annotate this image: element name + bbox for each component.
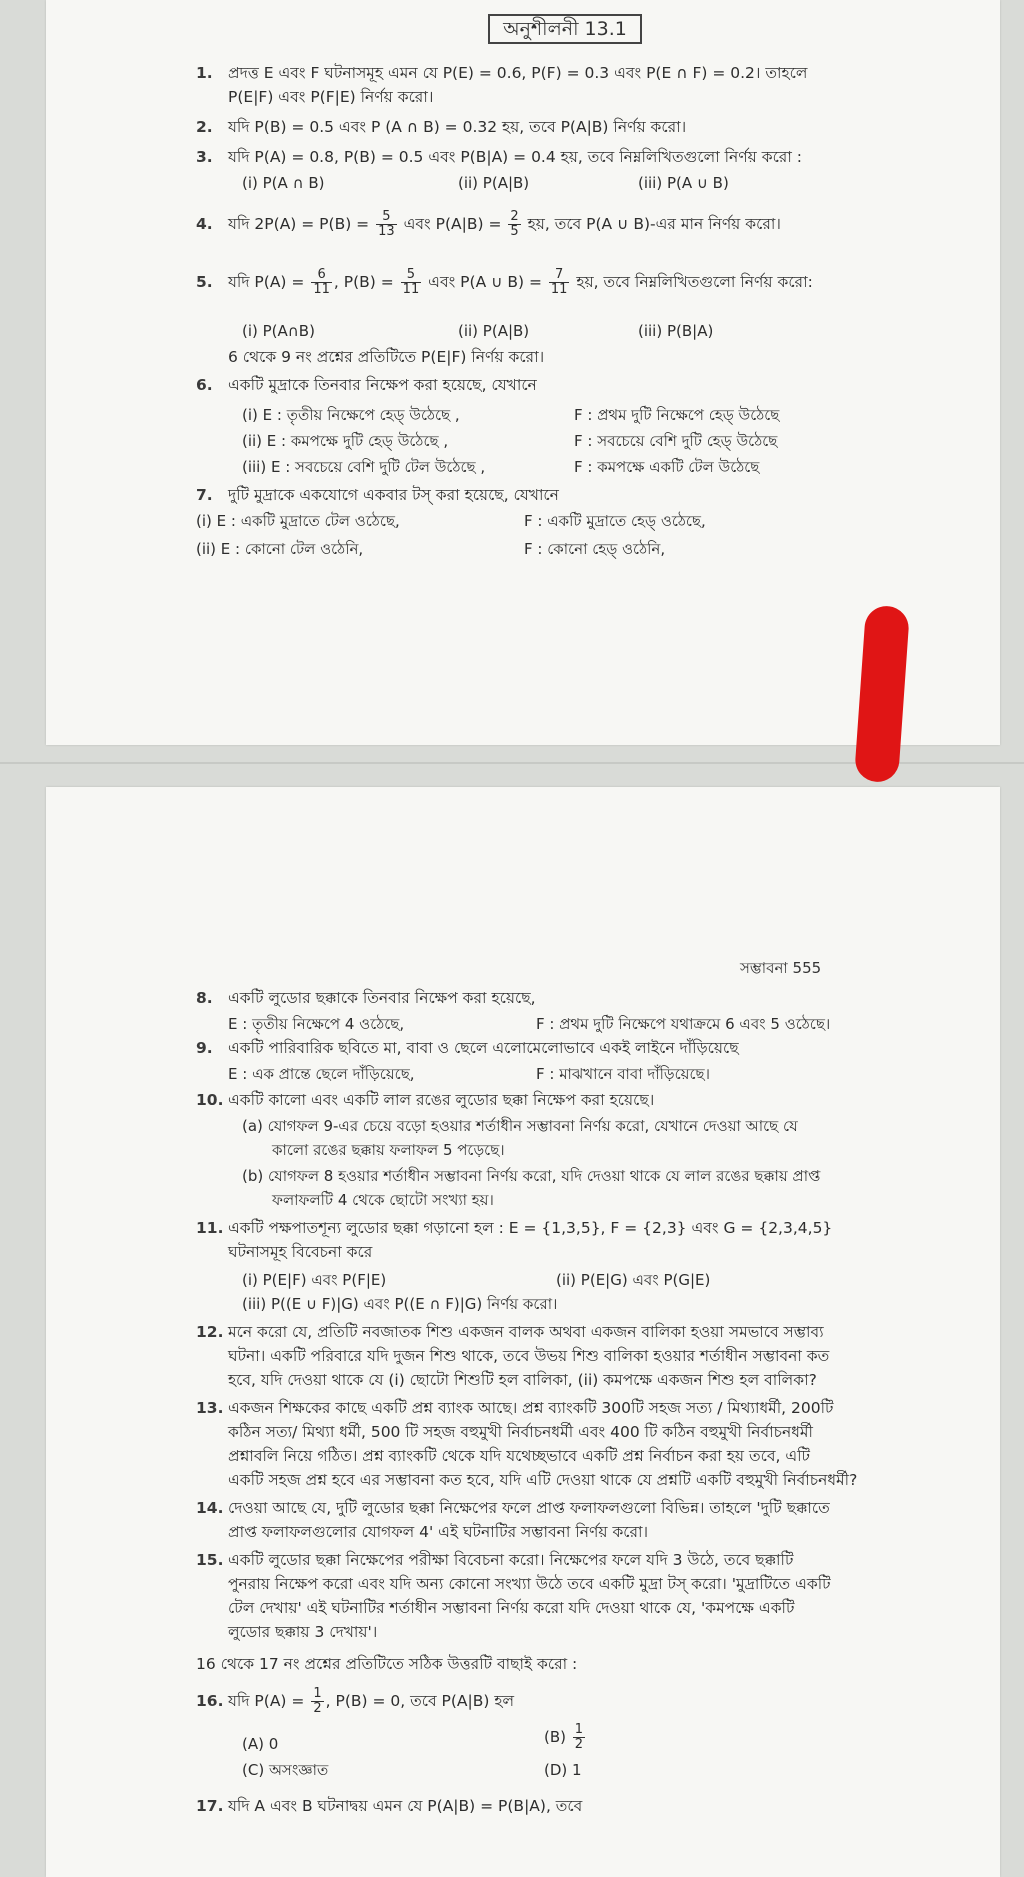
q6-f-3: F : কমপক্ষে একটি টেল উঠেছে [574,458,760,476]
question-14-line: প্রাপ্ত ফলাফলগুলোর যোগফল 4' এই ঘটনাটির সম্ভাবনা নির্ণয় করো। [228,1523,649,1541]
fraction: $\frac{1}{2}$ [313,1686,322,1716]
question-13-line: প্রশ্নাবলি নিয়ে গঠিত। প্রশ্ন ব্যাংকটি থেকে যদি যথেচ্ছভাবে একটি প্রশ্ন নির্বাচন করা হয় তবে, এটি [228,1447,811,1465]
q16-option-a: (A) 0 [242,1735,279,1753]
question-12-line: ঘটনা। একটি পরিবারে যদি দুজন শিশু থাকে, তবে উভয় শিশু বালিকা হওয়ার শর্তাধীন সম্ভাবনা কত [228,1347,830,1365]
fraction: $\frac{5}{11}$ [402,267,420,297]
question-11-line2: ঘটনাসমূহ বিবেচনা করে [228,1243,373,1261]
q6-e-1: (i) E : তৃতীয় নিক্ষেপে হেড্ উঠেছে , [242,406,460,424]
question-12-line: হবে, যদি দেওয়া থাকে যে (i) ছোটো শিশুটি হল বালিকা, (ii) কমপক্ষে একজন শিশু হল বালিকা? [228,1371,817,1389]
question-9: 9. একটি পারিবারিক ছবিতে মা, বাবা ও ছেলে এলোমেলোভাবে একই লাইনে দাঁড়িয়েছে [196,1039,739,1057]
question-13: 13. একজন শিক্ষকের কাছে একটি প্রশ্ন ব্যাংক আছে। প্রশ্ন ব্যাংকটি 300টি সহজ সত্য / মিথ্যাধর্মী, 200টি [196,1399,834,1417]
q10-part-a-line2: কালো রঙের ছক্কায় ফলাফল 5 পড়েছে। [272,1141,505,1159]
fraction: $\frac{1}{2}$ [574,1722,584,1752]
question-5: 5. যদি P(A) = $\frac{6}{11}$ , P(B) = $\frac{5}{11}$ এবং P(A ∪ B) = $\frac{7}{11}$ হয়, তবে নিম্নলিখিতগুলো নির্ণয় করো: [196,267,813,297]
q7-e-1: (i) E : একটি মুদ্রাতে টেল ওঠেছে, [196,512,400,530]
q7-f-1: F : একটি মুদ্রাতে হেড্ ওঠেছে, [524,512,706,530]
question-8: 8. একটি লুডোর ছক্কাকে তিনবার নিক্ষেপ করা হয়েছে, [196,989,536,1007]
question-2: 2. যদি P(B) = 0.5 এবং P (A ∩ B) = 0.32 হয়, তবে P(A|B) নির্ণয় করো। [196,118,687,136]
q9-f: F : মাঝখানে বাবা দাঁড়িয়েছে। [536,1065,710,1083]
question-13-line: কঠিন সত্য/ মিথ্যা ধর্মী, 500 টি সহজ বহুমুখী নির্বাচনধর্মী এবং 400 টি কঠিন বহুমুখী নির্বাচনধর্মী [228,1423,813,1441]
q6-e-2: (ii) E : কমপক্ষে দুটি হেড্ উঠেছে , [242,432,449,450]
q5-option-3: (iii) P(B|A) [638,322,714,340]
q5-option-2: (ii) P(A|B) [458,322,530,340]
question-16: 16. যদি P(A) = $\frac{1}{2}$ , P(B) = 0, তবে P(A|B) হল [196,1686,515,1716]
question-3: 3. যদি P(A) = 0.8, P(B) = 0.5 এবং P(B|A) = 0.4 হয়, তবে নিম্নলিখিতগুলো নির্ণয় করো : [196,148,802,166]
q10-part-b: (b) যোগফল 8 হওয়ার শর্তাধীন সম্ভাবনা নির্ণয় করো, যদি দেওয়া থাকে যে লাল রঙের ছক্কায় প্রাপ্ত [242,1167,821,1185]
textbook-page-lower [46,787,1000,1877]
q7-e-2: (ii) E : কোনো টেল ওঠেনি, [196,540,364,558]
question-6: 6. একটি মুদ্রাকে তিনবার নিক্ষেপ করা হয়েছে, যেখানে [196,376,537,394]
q3-option-3: (iii) P(A ∪ B) [638,174,729,192]
q7-f-2: F : কোনো হেড্ ওঠেনি, [524,540,666,558]
question-1-line2: P(E|F) এবং P(F|E) নির্ণয় করো। [228,88,434,106]
fraction: $\frac{7}{11}$ [550,267,568,297]
question-7: 7. দুটি মুদ্রাকে একযোগে একবার টস্ করা হয়েছে, যেখানে [196,486,559,504]
q10-part-b-line2: ফলাফলটি 4 থেকে ছোটো সংখ্যা হয়। [272,1191,494,1209]
q9-e: E : এক প্রান্তে ছেলে দাঁড়িয়েছে, [228,1065,415,1083]
question-1: 1. প্রদত্ত E এবং F ঘটনাসমূহ এমন যে P(E) = 0.6, P(F) = 0.3 এবং P(E ∩ F) = 0.2। তাহলে [196,64,808,82]
page-header: সম্ভাবনা 555 [740,959,822,977]
q3-option-1: (i) P(A ∩ B) [242,174,325,192]
q6-f-1: F : প্রথম দুটি নিক্ষেপে হেড্ উঠেছে [574,406,780,424]
q3-option-2: (ii) P(A|B) [458,174,530,192]
question-10: 10. একটি কালো এবং একটি লাল রঙের লুডোর ছক্কা নিক্ষেপ করা হয়েছে। [196,1091,655,1109]
q16-option-c: (C) অসংজ্ঞাত [242,1761,329,1779]
question-13-line: একটি সহজ প্রশ্ন হবে এর সম্ভাবনা কত হবে, যদি এটি দেওয়া থাকে যে প্রশ্নটি একটি বহুমুখী নির্বাচনধর্মী? [228,1471,858,1489]
q11-option-2: (ii) P(E|G) এবং P(G|E) [556,1271,711,1289]
q11-option-1: (i) P(E|F) এবং P(F|E) [242,1271,387,1289]
q5-option-1: (i) P(A∩B) [242,322,315,340]
q6-f-2: F : সবচেয়ে বেশি দুটি হেড্ উঠেছে [574,432,778,450]
question-15: 15. একটি লুডোর ছক্কা নিক্ষেপের পরীক্ষা বিবেচনা করো। নিক্ষেপের ফলে যদি 3 উঠে, তবে ছক্কাটি [196,1551,794,1569]
instruction-6-9: 6 থেকে 9 নং প্রশ্নের প্রতিটিতে P(E|F) নির্ণয় করো। [228,348,545,366]
q8-e: E : তৃতীয় নিক্ষেপে 4 ওঠেছে, [228,1015,405,1033]
q16-option-d: (D) 1 [544,1761,582,1779]
exercise-title: অনুশীলনী 13.1 [488,14,642,44]
question-17: 17. যদি A এবং B ঘটনাদ্বয় এমন যে P(A|B) = P(B|A), তবে [196,1797,583,1815]
q8-f: F : প্রথম দুটি নিক্ষেপে যথাক্রমে 6 এবং 5 ওঠেছে। [536,1015,831,1033]
fraction: $\frac{2}{5}$ [510,209,519,239]
question-15-line: পুনরায় নিক্ষেপ করো এবং যদি অন্য কোনো সংখ্যা উঠে তবে একটি মুদ্রা টস্ করো। 'মুদ্রাটিতে একটি [228,1575,831,1593]
question-14: 14. দেওয়া আছে যে, দুটি লুডোর ছক্কা নিক্ষেপের ফলে প্রাপ্ত ফলাফলগুলো বিভিন্ন। তাহলে 'দুটি ছক্কাতে [196,1499,830,1517]
instruction-16-17: 16 থেকে 17 নং প্রশ্নের প্রতিটিতে সঠিক উত্তরটি বাছাই করো : [196,1655,578,1673]
question-15-line: টেল দেখায়' এই ঘটনাটির শর্তাধীন সম্ভাবনা নির্ণয় করো যদি দেওয়া থাকে যে, 'কমপক্ষে একটি [228,1599,795,1617]
question-4: 4. যদি 2P(A) = P(B) = $\frac{5}{13}$ এবং P(A|B) = $\frac{2}{5}$ হয়, তবে P(A ∪ B)-এর মান নির্ণয় করো। [196,209,781,239]
q11-option-3: (iii) P((E ∪ F)|G) এবং P((E ∩ F)|G) নির্ণয় করো। [242,1295,558,1313]
question-11: 11. একটি পক্ষপাতশূন্য লুডোর ছক্কা গড়ানো হল : E = {1,3,5}, F = {2,3} এবং G = {2,3,4,5} [196,1219,833,1237]
question-15-line: লুডোর ছক্কায় 3 দেখায়'। [228,1623,378,1641]
fraction: $\frac{5}{13}$ [378,209,395,239]
textbook-page-upper [46,0,1000,745]
q6-e-3: (iii) E : সবচেয়ে বেশি দুটি টেল উঠেছে , [242,458,486,476]
fraction: $\frac{6}{11}$ [313,267,330,297]
q16-option-b: (B) $\frac{1}{2}$ [544,1722,584,1752]
q10-part-a: (a) যোগফল 9-এর চেয়ে বড়ো হওয়ার শর্তাধীন সম্ভাবনা নির্ণয় করো, যেখানে দেওয়া আছে যে [242,1117,798,1135]
question-12: 12. মনে করো যে, প্রতিটি নবজাতক শিশু একজন বালক অথবা একজন বালিকা হওয়া সমভাবে সম্ভাব্য [196,1323,824,1341]
